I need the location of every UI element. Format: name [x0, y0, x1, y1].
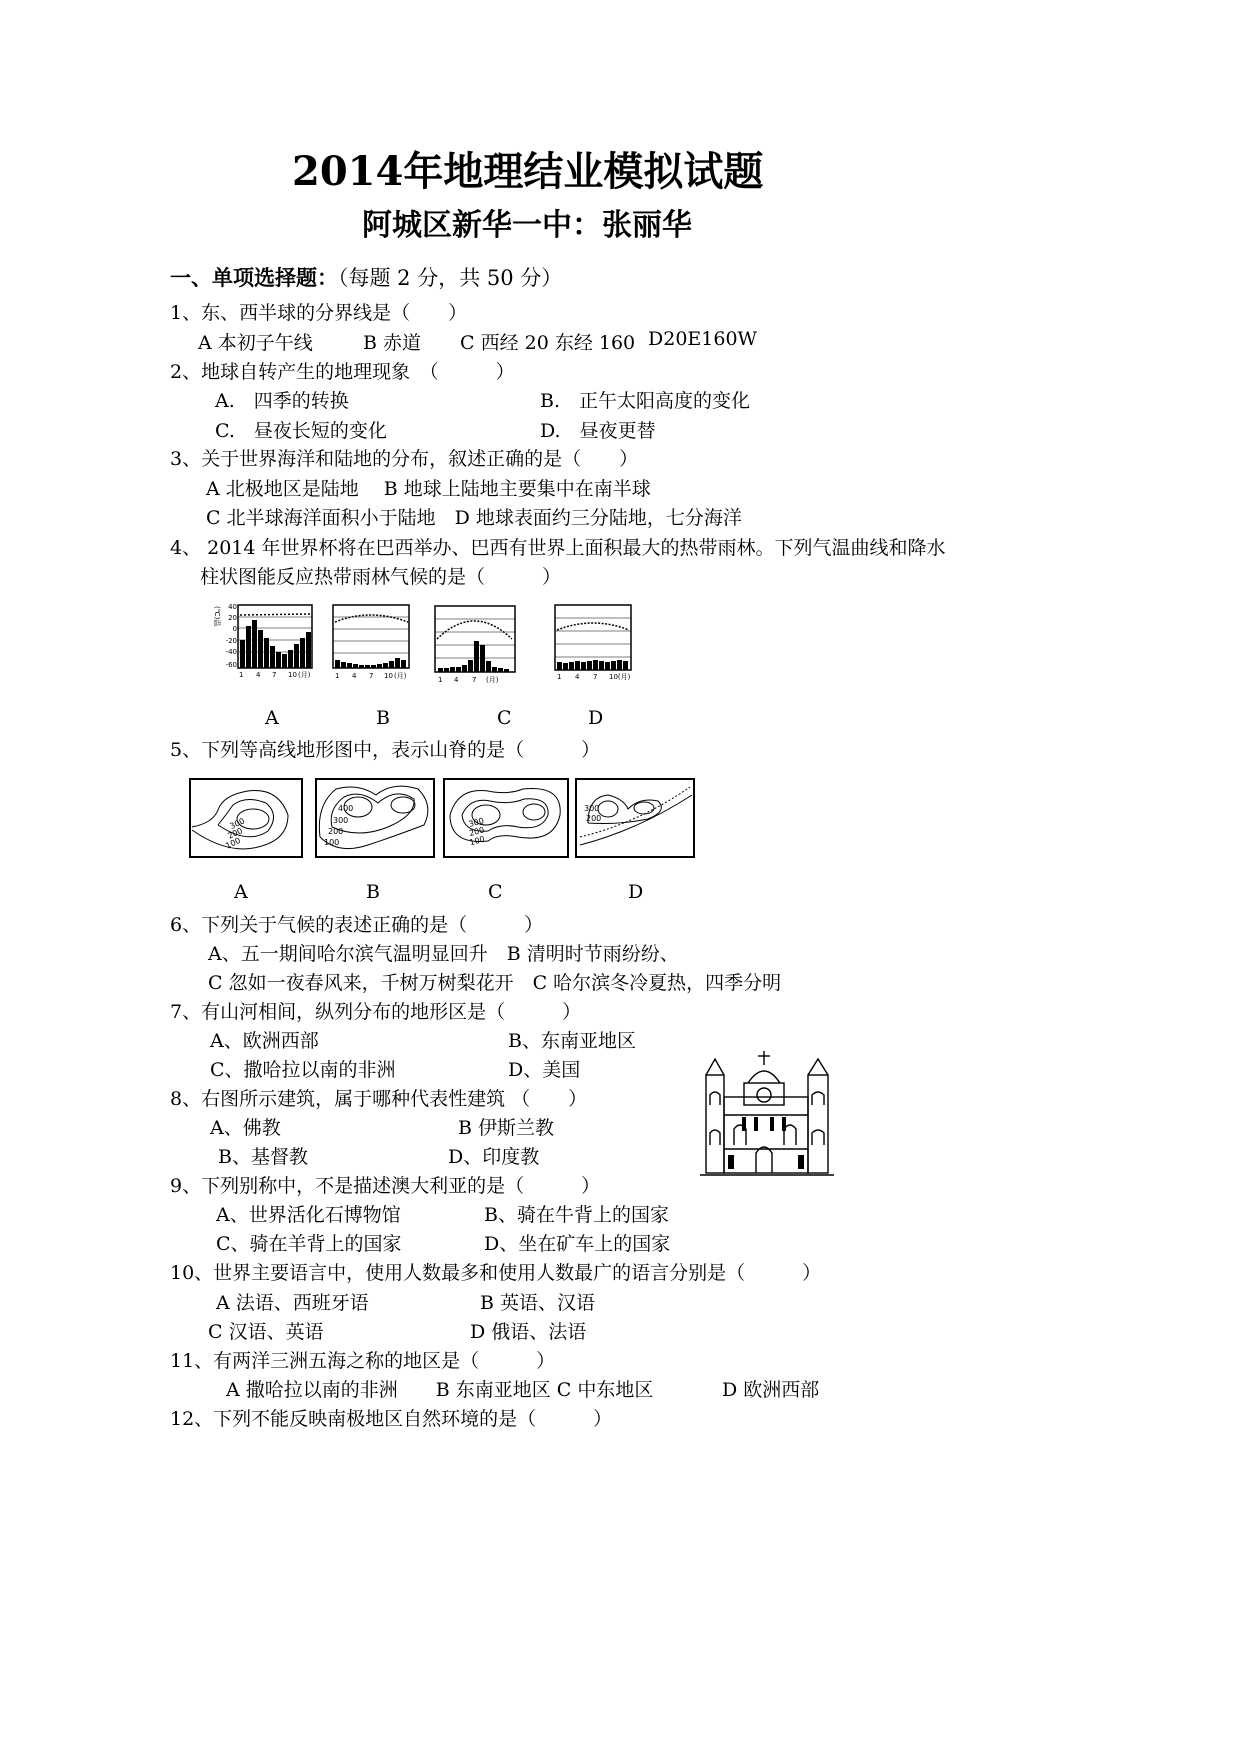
chart-a-ytick: -40 [225, 648, 237, 656]
q1-option-d: D20E160W [648, 328, 758, 350]
chart-a-bar [288, 650, 293, 668]
chart-a-xtick: 4 [256, 671, 261, 679]
contour-label: 200 [226, 826, 245, 841]
chart-a-bar [294, 644, 299, 668]
page-subtitle: 阿城区新华一中：张丽华 [362, 208, 692, 243]
q9-stem: 9、下列别称中，不是描述澳大利亚的是（ ） [170, 1175, 601, 1197]
chart-b-bar [353, 664, 358, 668]
chart-c-xtick: 1 [438, 676, 443, 684]
contour-map-b [316, 779, 434, 857]
contour-label: 100 [224, 835, 242, 851]
contour-label: 200 [328, 827, 344, 836]
chart-b-temperature-curve [335, 615, 408, 622]
chart-c-bar [462, 665, 467, 672]
chart-a-ytick: -20 [225, 637, 237, 645]
chart-d-bar [611, 661, 616, 670]
q2-option-d: D. 昼夜更替 [540, 420, 656, 442]
q4-label-c: C [497, 707, 512, 729]
chart-c-temperature-curve [437, 621, 512, 639]
chart-a-xtick: 10 [288, 671, 297, 679]
chart-b-xtick: 7 [369, 672, 374, 680]
q6-stem: 6、下列关于气候的表述正确的是（ ） [170, 914, 544, 936]
chart-a-ytick: 40 [228, 603, 237, 611]
climate-chart-d [551, 600, 641, 682]
chart-b-bar [347, 663, 352, 668]
chart-a-ytick: 0 [232, 625, 237, 633]
page-title: 2014年地理结业模拟试题 [292, 148, 764, 195]
chart-d-bar [587, 661, 592, 670]
chart-a-temperature-curve [240, 614, 311, 615]
chart-c-bar [498, 668, 503, 672]
chart-d-xtick: 7 [593, 673, 598, 681]
q9-option-c: C、骑在羊背上的国家 [216, 1233, 402, 1255]
q9-option-a: A、世界活化石博物馆 [216, 1204, 401, 1226]
q4-label-a: A [265, 707, 279, 729]
chart-b-xtick: (月) [394, 672, 407, 680]
chart-a-unit: (℃)温 [213, 606, 221, 627]
q4-label-d: D [588, 707, 604, 729]
q2-option-b: B. 正午太阳高度的变化 [540, 390, 751, 412]
chart-c-bar [444, 668, 449, 672]
section-note: （每题 2 分，共 50 分） [338, 266, 563, 290]
chart-d-bar [569, 662, 574, 670]
chart-d-bar [581, 662, 586, 670]
q1-option-b: B 赤道 [363, 332, 422, 354]
q6-options-line2: C 忽如一夜春风来，千树万树梨花开 C 哈尔滨冬冷夏热，四季分明 [208, 972, 782, 994]
q1-stem: 1、东、西半球的分界线是（ ） [170, 302, 468, 324]
chart-a-bar [270, 646, 275, 668]
chart-a-ytick: 20 [228, 614, 237, 622]
q7-option-a: A、欧洲西部 [210, 1030, 319, 1052]
chart-d-bar [575, 661, 580, 670]
q11-stem: 11、有两洋三洲五海之称的地区是（ ） [170, 1350, 556, 1372]
q7-option-d: D、美国 [508, 1059, 581, 1081]
q4-stem-line1: 4、 2014 年世界杯将在巴西举办、巴西有世界上面积最大的热带雨林。下列气温曲线和降水 [170, 537, 946, 559]
chart-b-bar [389, 661, 394, 668]
contour-label: 300 [584, 804, 600, 813]
chart-d-xtick: 10(月) [609, 673, 631, 681]
contour-label: 200 [468, 825, 486, 839]
chart-c-bar [480, 645, 485, 672]
q3-stem: 3、关于世界海洋和陆地的分布，叙述正确的是（ ） [170, 448, 639, 470]
chart-d-xtick: 4 [575, 673, 580, 681]
chart-c-bar [486, 661, 491, 672]
q12-stem: 12、下列不能反映南极地区自然环境的是（ ） [170, 1408, 613, 1430]
chart-b-bar [383, 663, 388, 668]
chart-c-xtick: 7 [472, 676, 477, 684]
q4-stem-line2: 柱状图能反应热带雨林气候的是（ ） [200, 566, 562, 588]
chart-a-bar [258, 630, 263, 668]
q2-stem: 2、地球自转产生的地理现象 （ ） [170, 361, 515, 383]
q10-option-d: D 俄语、法语 [470, 1321, 587, 1343]
q9-option-d: D、坐在矿车上的国家 [484, 1233, 671, 1255]
q7-option-b: B、东南亚地区 [508, 1030, 636, 1052]
chart-a-bar [252, 620, 257, 668]
chart-d-bar [593, 660, 598, 670]
contour-maps [188, 775, 700, 861]
q8-option-a: A、佛教 [210, 1117, 281, 1139]
q1-option-a: A 本初子午线 [198, 332, 313, 354]
contour-label: 400 [338, 804, 354, 813]
contour-label: 100 [324, 838, 340, 847]
chart-c-bar [474, 641, 479, 672]
q10-option-b: B 英语、汉语 [480, 1292, 596, 1314]
q6-options-line1: A、五一期间哈尔滨气温明显回升 B 清明时节雨纷纷、 [208, 943, 679, 965]
chart-c-xtick: 4 [454, 676, 459, 684]
q2-option-a: A. 四季的转换 [215, 390, 349, 412]
chart-b-xtick: 1 [335, 672, 340, 680]
contour-label: 100 [468, 834, 486, 848]
chart-b-bar [359, 665, 364, 668]
q5-label-a: A [234, 881, 248, 903]
chart-d-bar [617, 660, 622, 670]
chart-d-bar [563, 663, 568, 670]
chart-a-xtick: (月) [298, 671, 311, 679]
q8-option-b: B 伊斯兰教 [458, 1117, 555, 1139]
q7-option-c: C、撒哈拉以南的非洲 [210, 1059, 396, 1081]
q4-label-b: B [376, 707, 390, 729]
climate-chart-c [432, 603, 522, 685]
chart-b-xtick: 4 [352, 672, 357, 680]
chart-b-bar [341, 662, 346, 668]
q7-stem: 7、有山河相间，纵列分布的地形区是（ ） [170, 1001, 582, 1023]
chart-c-bar [450, 667, 455, 672]
chart-a-bar [264, 638, 269, 668]
chart-b-bar [371, 665, 376, 668]
q2-option-c: C. 昼夜长短的变化 [215, 420, 387, 442]
church-illustration [700, 1045, 835, 1180]
chart-b-bar [335, 660, 340, 668]
chart-a-bar [306, 632, 311, 668]
chart-c-bar [438, 668, 443, 672]
chart-a-xtick: 1 [239, 671, 244, 679]
q5-label-c: C [488, 881, 503, 903]
chart-b-bar [395, 658, 400, 668]
chart-a-bar [300, 638, 305, 668]
chart-c-bar [468, 660, 473, 672]
chart-d-xtick: 1 [557, 673, 562, 681]
chart-d-bar [605, 662, 610, 670]
section-heading [170, 262, 562, 292]
q9-option-b: B、骑在牛背上的国家 [484, 1204, 669, 1226]
climate-chart-a [196, 598, 321, 683]
contour-label: 300 [467, 816, 485, 829]
chart-d-bar [599, 661, 604, 670]
chart-b-bar [365, 665, 370, 668]
q5-label-b: B [366, 881, 380, 903]
contour-label: 200 [586, 814, 602, 823]
q10-option-a: A 法语、西班牙语 [216, 1292, 369, 1314]
contour-label: 300 [228, 816, 247, 831]
chart-a-bar [246, 626, 251, 668]
chart-c-bar [504, 669, 509, 672]
contour-label: 300 [333, 816, 349, 825]
q11-options-line: A 撒哈拉以南的非洲 B 东南亚地区 C 中东地区 [226, 1379, 654, 1401]
chart-a-xtick: 7 [272, 671, 277, 679]
chart-d-bar [623, 661, 628, 670]
chart-b-bar [401, 660, 406, 668]
chart-c-bar [492, 667, 497, 672]
chart-b-xtick: 10 [384, 672, 393, 680]
contour-map-d [576, 779, 694, 857]
chart-a-bar [276, 652, 281, 668]
q3-options-line2: C 北半球海洋面积小于陆地 D 地球表面约三分陆地，七分海洋 [206, 507, 742, 529]
q10-stem: 10、世界主要语言中，使用人数最多和使用人数最广的语言分别是（ ） [170, 1262, 822, 1284]
chart-a-bar [240, 640, 245, 668]
q1-option-c: C 西经 20 东经 160 [460, 332, 636, 354]
chart-d-bar [557, 662, 562, 670]
q11-option-d: D 欧洲西部 [722, 1379, 820, 1401]
q8-option-d: D、印度教 [448, 1146, 540, 1168]
contour-map-a [190, 779, 302, 857]
q5-label-d: D [628, 881, 644, 903]
q10-option-c: C 汉语、英语 [208, 1321, 324, 1343]
q8-stem: 8、右图所示建筑，属于哪种代表性建筑 （ ） [170, 1088, 588, 1110]
chart-a-ytick: -60 [225, 661, 237, 669]
q5-stem: 5、下列等高线地形图中，表示山脊的是（ ） [170, 739, 601, 761]
chart-b-bar [377, 664, 382, 668]
q8-option-c: B、基督教 [218, 1146, 308, 1168]
climate-chart-b [330, 600, 415, 682]
chart-c-xtick: (月) [486, 676, 499, 684]
q3-options-line1: A 北极地区是陆地 B 地球上陆地主要集中在南半球 [206, 478, 651, 500]
contour-map-c [444, 779, 568, 857]
chart-c-bar [456, 667, 461, 672]
chart-a-bar [282, 654, 287, 668]
section-title: 一、单项选择题： [170, 266, 338, 290]
chart-d-temperature-curve [557, 623, 629, 630]
